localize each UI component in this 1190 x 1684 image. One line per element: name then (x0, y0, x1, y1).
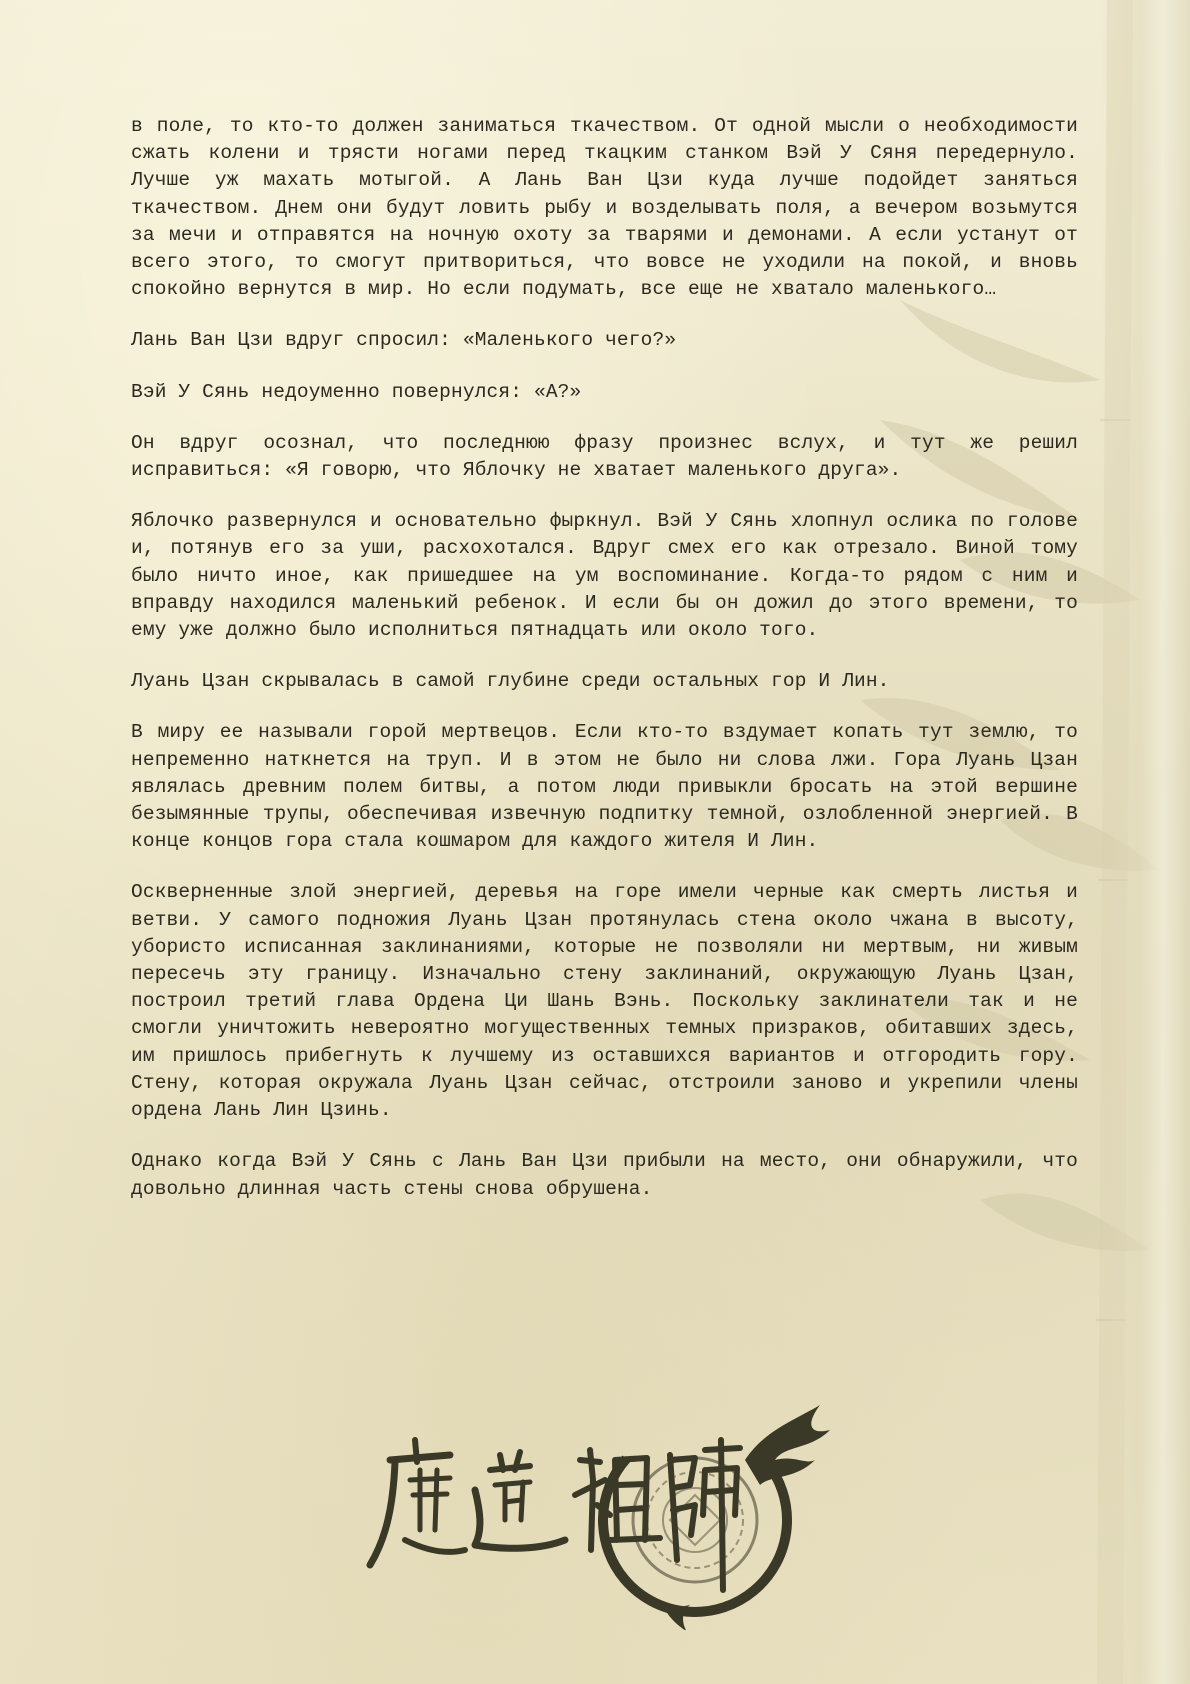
paragraph: Однако когда Вэй У Сянь с Лань Ван Цзи прибыли на место, они обнаружили, что довольно длинная часть стены снова обрушена. (131, 1150, 1078, 1200)
paragraph: Вэй У Сянь недоуменно повернулся: «А?» (131, 380, 582, 403)
paragraph: Лань Ван Цзи вдруг спросил: «Маленького чего?» (131, 329, 677, 352)
paragraph: Луань Цзан скрывалась в самой глубине среди остальных гор И Лин. (131, 670, 890, 693)
paragraph: Яблочко развернулся и основательно фыркнул. Вэй У Сянь хлопнул ослика по голове и, потянув его за уши, расхохотался. Вдруг смех его как отрезало. Виной тому было ничто иное, как пришедшее на ум воспоминание. Когда-то рядом с ним и вправду находился маленький ребенок. И если бы он дожил до этого времени, то ему уже должно было исполниться пятнадцать или около того. (131, 510, 1078, 642)
paragraph: в поле, то кто-то должен заниматься ткачеством. От одной мысли о необходимости сжать колени и трясти ногами перед ткацким станком Вэй У Сяня передернуло. Лучше уж махать мотыгой. А Лань Ван Цзи куда лучше подойдет заняться ткачеством. Днем они будут ловить рыбу и возделывать поля, а вечером возьмутся за мечи и отправятся на ночную охоту за тварями и демонами. А если устанут от всего этого, то смогут притвориться, что вовсе не уходили на покой, и вновь спокойно вернутся в мир. Но если подумать, все еще не хватало маленького… (131, 115, 1078, 301)
right-edge-shadow (1100, 0, 1190, 1684)
paragraph: Оскверненные злой энергией, деревья на горе имели черные как смерть листья и ветви. У самого подножия Луань Цзан протянулась стена около чжана в высоту, убористо исписанная заклинаниями, которые не позволяли ни мертвым, ни живым пересечь эту границу. Изначально стену заклинаний, окружающую Луань Цзан, построил третий глава Ордена Ци Шань Вэнь. Поскольку заклинатели так и не смогли уничтожить невероятно могущественных темных призраков, обитавших здесь, им пришлось прибегнуть к лучшему из оставшихся вариантов и отгородить гору. Стену, которая окружала Луань Цзан сейчас, отстроили заново и укрепили члены ордена Лань Лин Цзинь. (131, 881, 1078, 1122)
document-body (131, 113, 1078, 1227)
paragraph: Он вдруг осознал, что последнюю фразу произнес вслух, и тут же решил исправиться: «Я говорю, что Яблочку не хватает маленького друга». (131, 431, 1078, 482)
calligraphy-logo (365, 1400, 835, 1630)
paragraph: В миру ее называли горой мертвецов. Если кто-то вздумает копать тут землю, то непременно наткнется на труп. И в этом не было ни слова лжи. Гора Луань Цзан являлась древним полем битвы, а потом люди привыкли бросать на этой вершине безымянные трупы, обеспечивая извечную подпитку темной, озлобленной энергией. В конце концов гора стала кошмаром для каждого жителя И Лин. (131, 721, 1078, 853)
